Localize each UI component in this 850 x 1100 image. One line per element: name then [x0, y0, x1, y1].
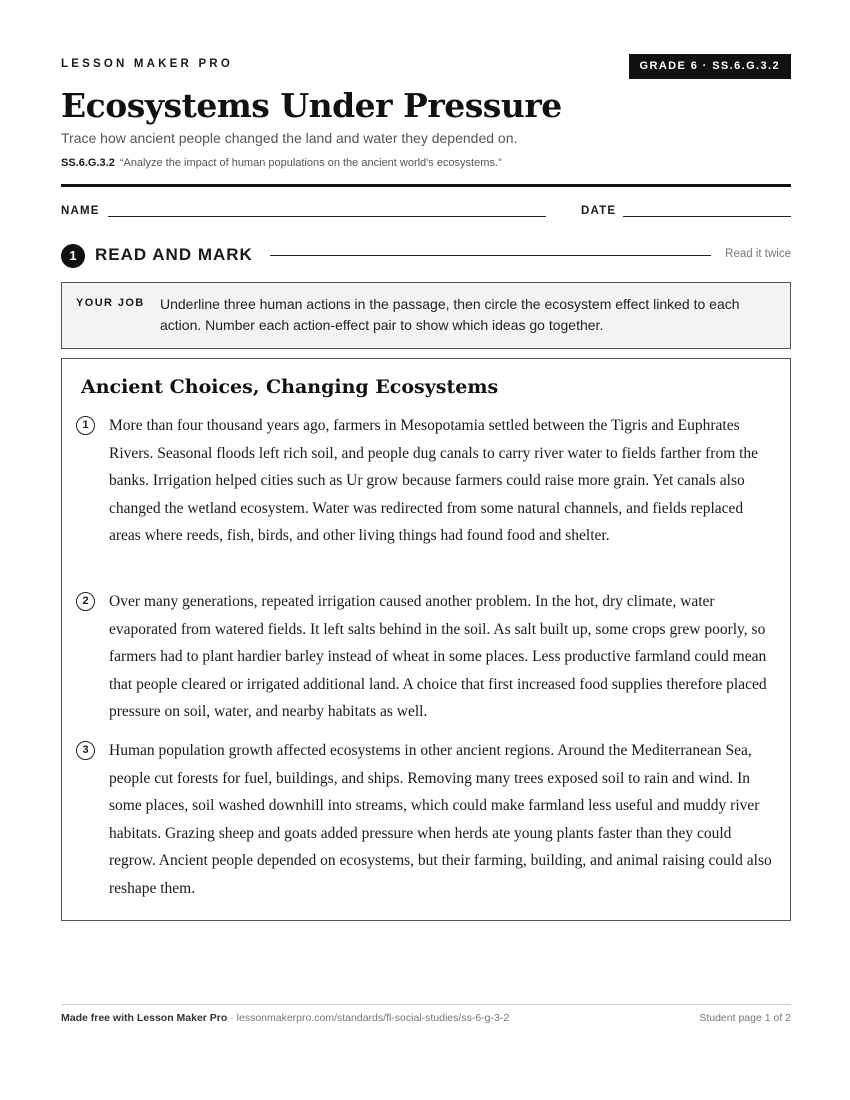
grade-badge: GRADE 6 · SS.6.G.3.2: [629, 54, 791, 79]
section-divider: [270, 255, 711, 256]
footer-url[interactable]: · lessonmakerpro.com/standards/fl-social-studies/ss-6-g-3-2: [227, 1012, 510, 1024]
page-subtitle: Trace how ancient people changed the land and water they depended on.: [61, 130, 518, 146]
date-field[interactable]: [623, 216, 791, 217]
worksheet-page: [61, 0, 791, 1100]
footer-credit: [61, 1012, 509, 1024]
paragraph-text: More than four thousand years ago, farmers in Mesopotamia settled between the Tigris and Euphrates Rivers. Seasonal floods left rich soil, and people dug canals to carry river water to fields farther from the banks. Irrigation helped cities such as Ur grow because farmers could raise more grain. Yet canals also changed the wetland ecosystem. Water was redirected from some natural channels, and fields replaced areas where reeds, fish, birds, and other living things had found food and shelter.: [109, 417, 759, 544]
standard-line: [61, 157, 502, 169]
date-label: DATE: [581, 205, 617, 217]
instructions-label: YOUR JOB: [76, 297, 145, 309]
footer-made-with: Made free with Lesson Maker Pro: [61, 1012, 228, 1024]
standard-text: “Analyze the impact of human populations on the ancient world's ecosystems.”: [119, 157, 502, 169]
paragraph-number: 3: [76, 741, 95, 760]
instructions-text: Underline three human actions in the passage, then circle the ecosystem effect linked to each action. Number each action-effect pair to show which ideas go together.: [160, 296, 740, 333]
footer-page-number: Student page 1 of 2: [699, 1012, 791, 1024]
reading-passage: [61, 358, 791, 921]
header-divider: [61, 184, 791, 187]
paragraph-number: 1: [76, 416, 95, 435]
standard-code: SS.6.G.3.2: [61, 157, 115, 169]
paragraph-number: 2: [76, 592, 95, 611]
brand-name: LESSON MAKER PRO: [61, 58, 233, 70]
paragraph-text: Over many generations, repeated irrigation caused another problem. In the hot, dry climate, water evaporated from watered fields. It left salts behind in the soil. As salt built up, some crops grew poorly, so farmers had to plant hardier barley instead of wheat in some places. Less productive farmland could mean that people cleared or irrigated additional land. A choice that first increased food supplies therefore placed pressure on soil, water, and nearby habitats as well.: [109, 593, 767, 720]
section-number-badge: 1: [61, 244, 85, 268]
section-note: Read it twice: [725, 248, 791, 260]
name-field[interactable]: [108, 216, 546, 217]
paragraph-text: Human population growth affected ecosystems in other ancient regions. Around the Mediterranean Sea, people cut forests for fuel, buildings, and ships. Removing many trees exposed soil to rain and wind. In some places, soil washed downhill into streams, which could make farmland less useful and muddy river habitats. Grazing sheep and goats added pressure when herds ate young plants faster than they could regrow. Ancient people depended on ecosystems, but their farming, building, and animal raising could also reshape them.: [109, 742, 772, 897]
passage-title: Ancient Choices, Changing Ecosystems: [81, 376, 499, 398]
section-title: READ AND MARK: [95, 245, 253, 264]
page-title: Ecosystems Under Pressure: [61, 86, 562, 125]
footer-divider: [61, 1004, 791, 1005]
instructions-box: [61, 282, 791, 349]
name-label: NAME: [61, 205, 100, 217]
